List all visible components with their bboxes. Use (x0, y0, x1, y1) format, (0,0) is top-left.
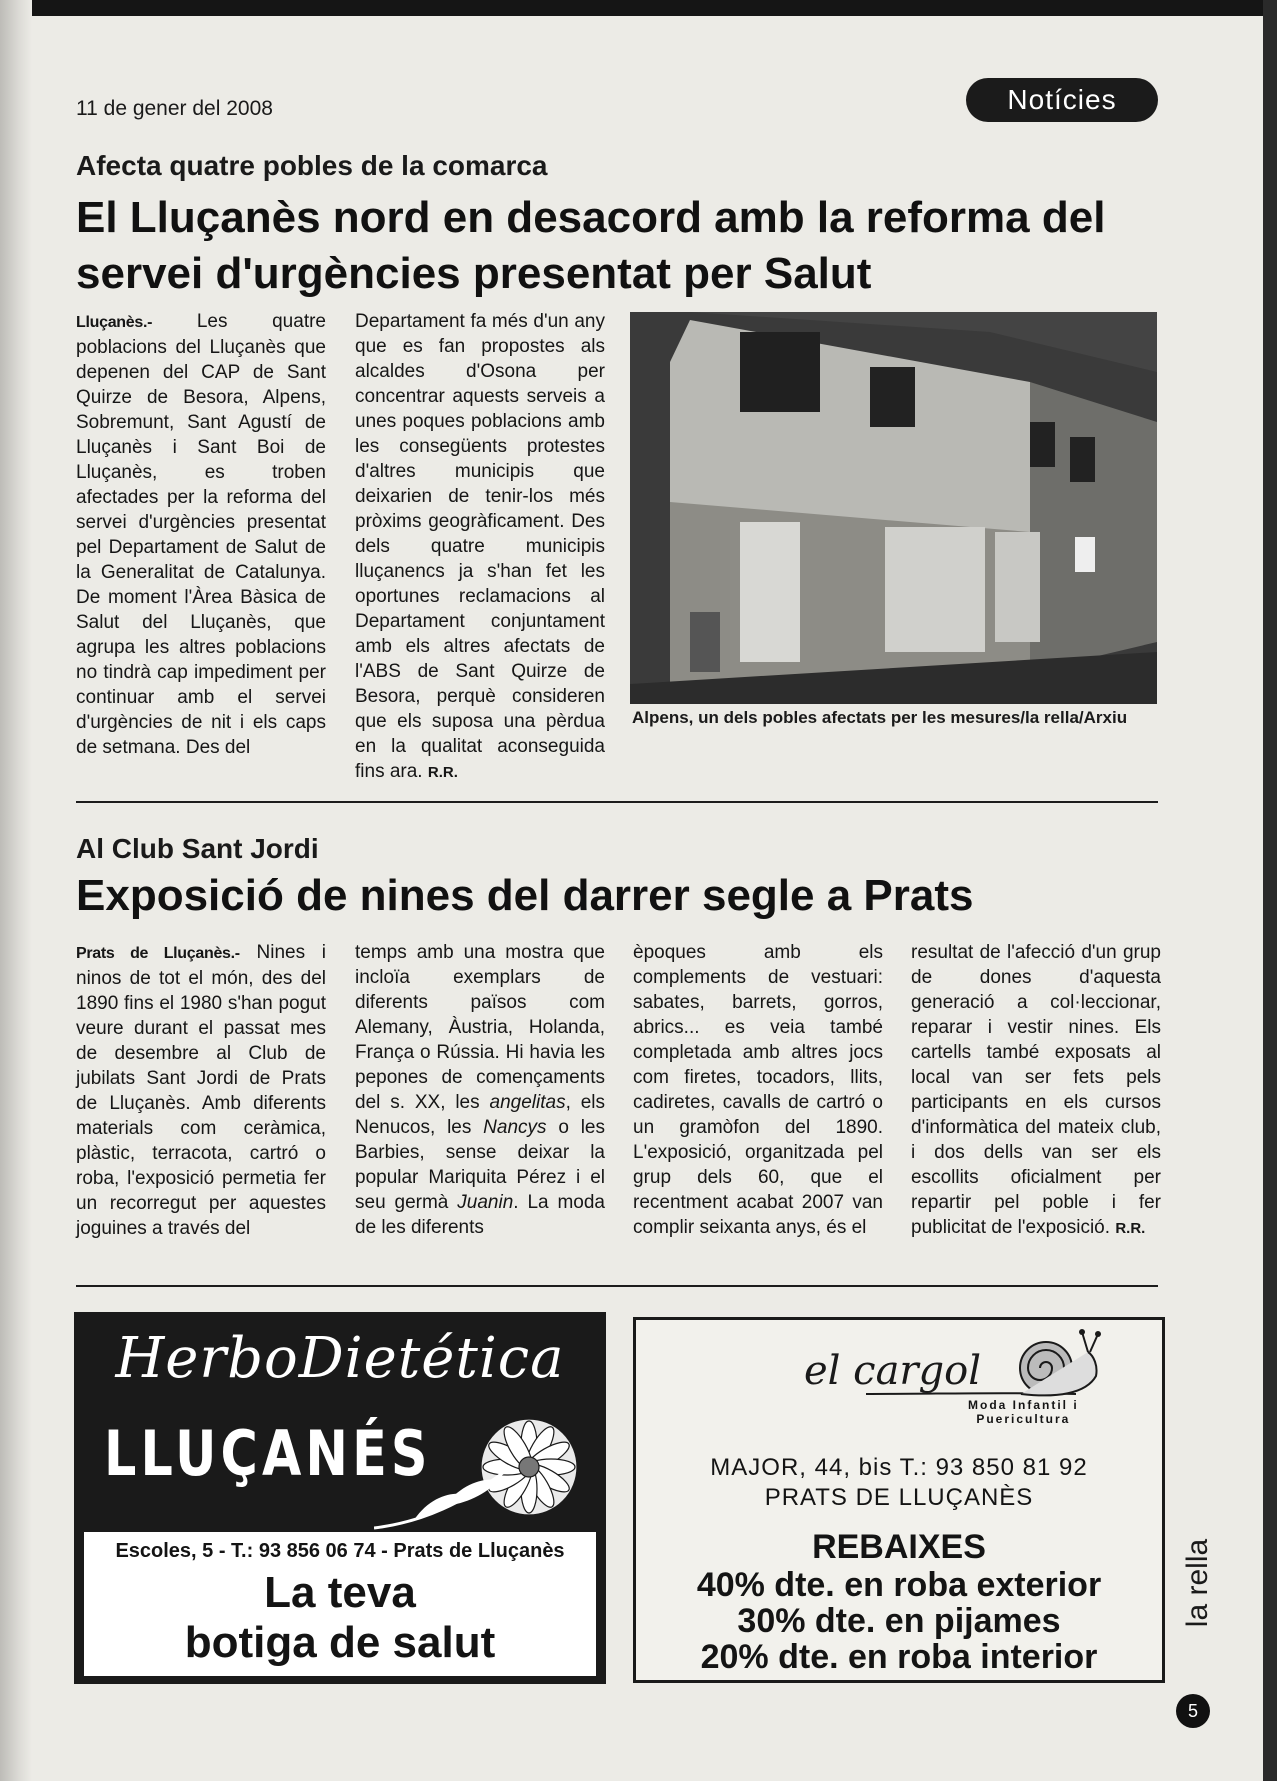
herbodietetica-slogan-1: La teva (264, 1568, 416, 1617)
building-photo-image (630, 312, 1157, 704)
article1-col2-text: Departament fa més d'un any que es fan propostes als alcaldes d'Osona per concentrar aquests serveis a unes poques poblacions amb les consegüents protestes d'altres municipis que deixarien de tenir-los més pròxims geogràficament. Des dels quatre municipis lluçanencs ja s'han fet les oportunes reclamacions al Departament conjuntament amb els altres afectats de l'ABS de Sant Quirze de Besora, perquè consideren que els suposa una pèrdua en la qualitat aconseguida fins ara. (355, 311, 605, 782)
article2-column-3 (633, 940, 883, 1240)
article2-signature: R.R. (1115, 1220, 1146, 1237)
article2-kicker: Al Club Sant Jordi (76, 833, 319, 864)
article2-column-2 (355, 940, 605, 1240)
leaf-icon (374, 1462, 514, 1532)
top-edge (0, 0, 1277, 16)
herbodietetica-logo-script: HerboDietética (115, 1326, 565, 1391)
herbodietetica-address: Escoles, 5 - T.: 93 856 06 74 - Prats de Lluçanès (115, 1540, 565, 1562)
article2-col2-em-nancys: Nancys (483, 1117, 547, 1138)
el-cargol-address-1: MAJOR, 44, bis T.: 93 850 81 92 (710, 1454, 1088, 1481)
article2-col2-text-c: o les Barbies, sense deixar la popular Mariquita Pérez i el seu germà (355, 1117, 606, 1213)
el-cargol-ad (633, 1317, 1165, 1683)
article2-headline: Exposició de nines del darrer segle a Prats (76, 871, 974, 920)
el-cargol-tagline-2: Puericultura (976, 1412, 1071, 1426)
right-edge (1263, 0, 1277, 1781)
article2-col1-text: Nines i ninos de tot el món, des del 1890 fins el 1980 s'han pogut veure durant el passat mes de desembre al Club de jubilats Sant Jordi de Prats de Lluçanès. Amb diferents materials com ceràmica, plàstic, terracota, cartró o roba, l'exposició permetia fer un recorregut per aquestes joguines a través del (76, 942, 326, 1239)
herbodietetica-slogan-2: botiga de salut (184, 1618, 496, 1667)
el-cargol-offer-2: 30% dte. en pijames (737, 1602, 1061, 1640)
page-number: 5 (1176, 1694, 1210, 1728)
article2-col3-text: èpoques amb els complements de vestuari: sabates, barrets, gorros, abrics... es veia també completada amb altres jocs com firetes, tocadors, llits, cadiretes, cavalls de cartró o un gramòfon del 1890. L'exposició, organitzada pel grup dels 60, que el recentment acabat 2007 van complir seixanta anys, és el (633, 942, 883, 1238)
article1-signature: R.R. (427, 764, 458, 781)
article2-col2-em-juanin: Juanin (457, 1192, 514, 1213)
article1-photo (630, 312, 1157, 704)
divider-rule-1 (76, 801, 1158, 803)
article1-kicker: Afecta quatre pobles de la comarca (76, 150, 548, 181)
article1-headline: El Lluçanès nord en desacord amb la reforma del servei d'urgències presentat per Salut (76, 193, 1106, 298)
el-cargol-offer-1: 40% dte. en roba exterior (696, 1566, 1102, 1604)
herbodietetica-ad (74, 1312, 606, 1684)
el-cargol-logo-script: el cargol (804, 1348, 982, 1394)
article2-col2-text-d: . La moda de les diferents (355, 1192, 605, 1238)
article1-col1-text: Les quatre poblacions del Lluçanès que depenen del CAP de Sant Quirze de Besora, Alpens, Sobremunt, Sant Agustí de Lluçanès i Sant Boi de Lluçanès, es troben afectades per la reforma del servei d'urgències presentat pel Departament de Salut de la Generalitat de Catalunya. De moment l'Àrea Bàsica de Salut del Lluçanès, que agrupa les altres poblacions no tindrà cap impediment per continuar amb el servei d'urgències de nit i els caps de setmana. Des del (76, 311, 326, 758)
el-cargol-tagline (968, 1398, 1079, 1426)
magazine-name (1168, 1530, 1228, 1630)
article1-photo-caption: Alpens, un dels pobles afectats per les mesures/la rella/Arxiu (632, 708, 1128, 727)
el-cargol-address-2: PRATS DE LLUÇANÈS (764, 1484, 1034, 1511)
section-label: Notícies (966, 78, 1158, 122)
article2-col2-text-a: temps amb una mostra que incloïa exemplars de diferents països com Alemany, Àustria, Holanda, França o Rússia. Hi havia les pepones de començaments del s. XX, les (355, 942, 605, 1113)
herbodietetica-logo-lluçanes: LLUÇANÉS (104, 1417, 432, 1490)
magazine-name-text: la rella (1181, 1538, 1214, 1628)
article2-col2-em-angelitas: angelitas (489, 1092, 566, 1113)
article2-column-1 (76, 940, 326, 1241)
el-cargol-sale-heading: REBAIXES (812, 1528, 986, 1566)
page-gutter (0, 0, 32, 1781)
issue-date: 11 de gener del 2008 (76, 97, 273, 120)
el-cargol-tagline-1: Moda Infantil i (968, 1398, 1079, 1412)
herbodietetica-info-box (84, 1532, 596, 1676)
article2-col4-text: resultat de l'afecció d'un grup de dones d'aquesta generació a col·leccionar, reparar i vestir nines. Els cartells també exposats al local van ser fets pels participants en els cursos d'informàtica del mateix club, i dos dells van ser els escollits oficialment per repartir pel poble i fer publicitat de l'exposició. (911, 942, 1161, 1238)
divider-rule-2 (76, 1285, 1158, 1287)
article2-col2-text-b: , els Nenucos, les (355, 1092, 606, 1138)
article1-column-2 (355, 309, 605, 785)
article2-column-4 (911, 940, 1161, 1241)
article1-byline: Lluçanès.- (76, 314, 153, 331)
article2-byline: Prats de Lluçanès.- (76, 945, 240, 962)
el-cargol-offer-3: 20% dte. en roba interior (700, 1638, 1098, 1676)
article1-column-1 (76, 309, 326, 760)
